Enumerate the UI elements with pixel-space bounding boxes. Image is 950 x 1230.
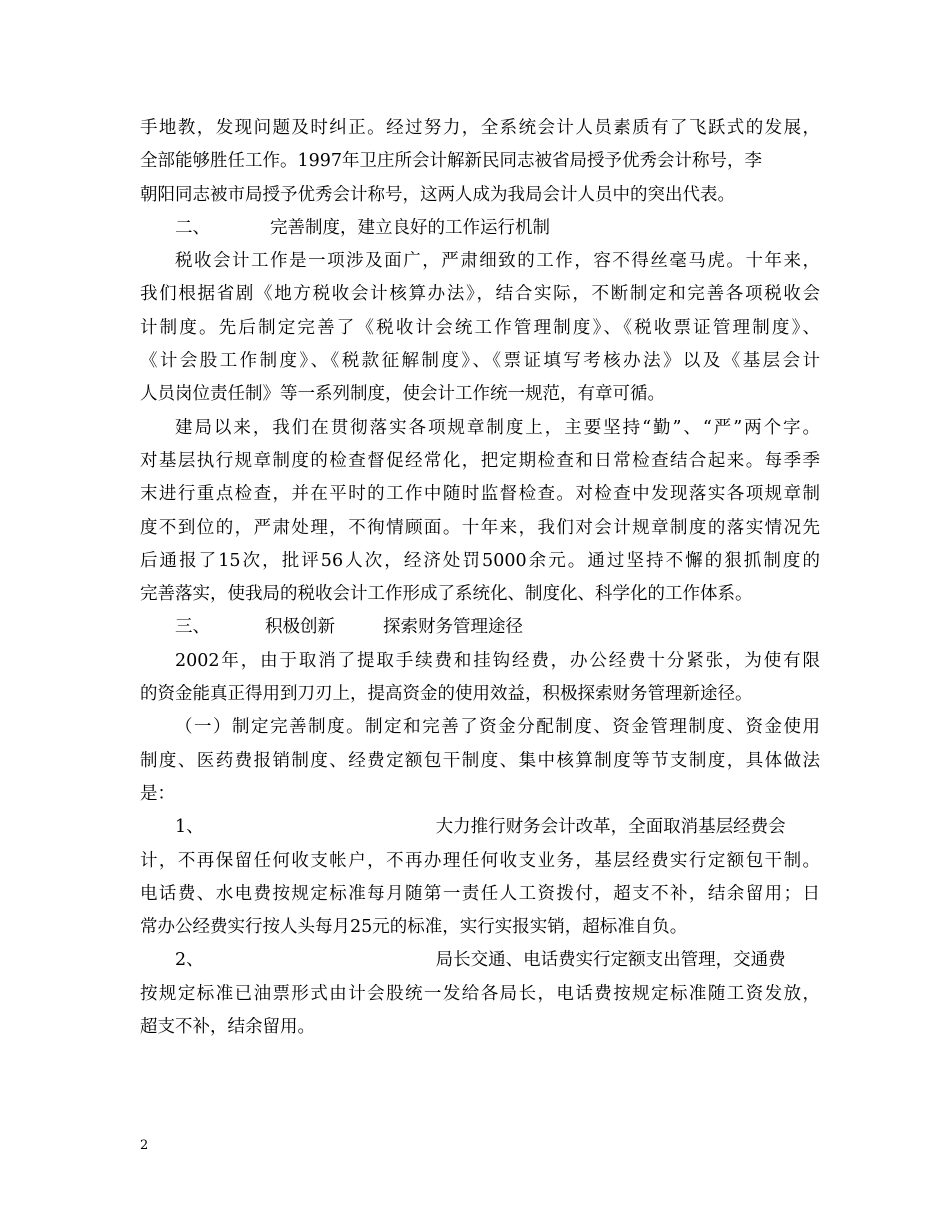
item-text: 大力推行财务会计改革，全面取消基层经费会 bbox=[435, 817, 786, 838]
item-number: 1、 bbox=[175, 817, 204, 838]
text-line: 超支不补，结余留用。 bbox=[140, 1017, 315, 1038]
text-line: 制度、医药费报销制度、经费定额包干制度、集中核算制度等节支制度，具体做法 bbox=[140, 750, 820, 771]
text-line: 对基层执行规章制度的检查督促经常化，把定期检查和日常检查结合起来。每季季 bbox=[140, 450, 820, 471]
section-number: 三、 bbox=[175, 617, 210, 638]
text-line: 朝阳同志被市局授予优秀会计称号，这两人成为我局会计人员中的突出代表。 bbox=[140, 184, 735, 205]
item-number: 2、 bbox=[175, 950, 204, 971]
body-text bbox=[140, 112, 820, 1044]
text-line: （一）制定完善制度。制定和完善了资金分配制度、资金管理制度、资金使用 bbox=[175, 717, 820, 738]
text-line: 《计会股工作制度》、《税款征解制度》、《票证填写考核办法》以及《基层会计 bbox=[140, 351, 820, 372]
text-line: 人员岗位责任制》等一系列制度，使会计工作统一规范，有章可循。 bbox=[140, 384, 665, 405]
text-line: 末进行重点检查，并在平时的工作中随时监督检查。对检查中发现落实各项规章制 bbox=[140, 484, 820, 505]
text-line: 是： bbox=[140, 783, 175, 804]
text-line: 全部能够胜任工作。1997年卫庄所会计解新民同志被省局授予优秀会计称号，李 bbox=[140, 151, 763, 172]
text-line: 2002年，由于取消了提取手续费和挂钩经费，办公经费十分紧张，为使有限 bbox=[175, 650, 820, 671]
page-number: 2 bbox=[140, 1138, 149, 1153]
text-line: 计，不再保留任何收支帐户，不再办理任何收支业务，基层经费实行定额包干制。 bbox=[140, 850, 820, 871]
text-line: 建局以来，我们在贯彻落实各项规章制度上，主要坚持“勤”、“严”两个字。 bbox=[175, 417, 820, 438]
section-number: 二、 bbox=[175, 217, 210, 238]
text-line: 按规定标准已油票形式由计会股统一发给各局长，电话费按规定标准随工资发放， bbox=[140, 983, 820, 1004]
text-line: 手地教，发现问题及时纠正。经过努力，全系统会计人员素质有了飞跃式的发展， bbox=[140, 118, 820, 138]
text-line: 电话费、水电费按规定标准每月随第一责任人工资拨付，超支不补，结余留用；日 bbox=[140, 883, 820, 904]
text-line: 常办公经费实行按人头每月25元的标准，实行实报实销，超标准自负。 bbox=[140, 917, 688, 938]
text-line: 税收会计工作是一项涉及面广，严肃细致的工作，容不得丝毫马虎。十年来， bbox=[175, 251, 820, 272]
section-title: 完善制度，建立良好的工作运行机制 bbox=[270, 217, 550, 238]
text-line: 我们根据省剧《地方税收会计核算办法》，结合实际，不断制定和完善各项税收会 bbox=[140, 284, 820, 305]
text-line: 完善落实，使我局的税收会计工作形成了系统化、制度化、科学化的工作体系。 bbox=[140, 584, 753, 605]
section-title-part: 积极创新 bbox=[265, 617, 335, 638]
text-line: 后通报了15次，批评56人次，经济处罚5000余元。通过坚持不懈的狠抓制度的 bbox=[140, 550, 820, 571]
section-title-part: 探索财务管理途径 bbox=[383, 617, 523, 638]
item-text: 局长交通、电话费实行定额支出管理，交通费 bbox=[435, 950, 786, 971]
list-item-1 bbox=[140, 811, 820, 844]
text-line: 计制度。先后制定完善了《税收计会统工作管理制度》、《税收票证管理制度》、 bbox=[140, 317, 820, 338]
list-item-2 bbox=[140, 944, 820, 977]
text-line: 的资金能真正得用到刀刃上，提高资金的使用效益，积极探索财务管理新途径。 bbox=[140, 684, 753, 705]
text-line: 度不到位的，严肃处理，不徇情顾面。十年来，我们对会计规章制度的落实情况先 bbox=[140, 517, 820, 538]
section-heading-3 bbox=[140, 611, 820, 644]
section-heading-2 bbox=[140, 212, 820, 245]
